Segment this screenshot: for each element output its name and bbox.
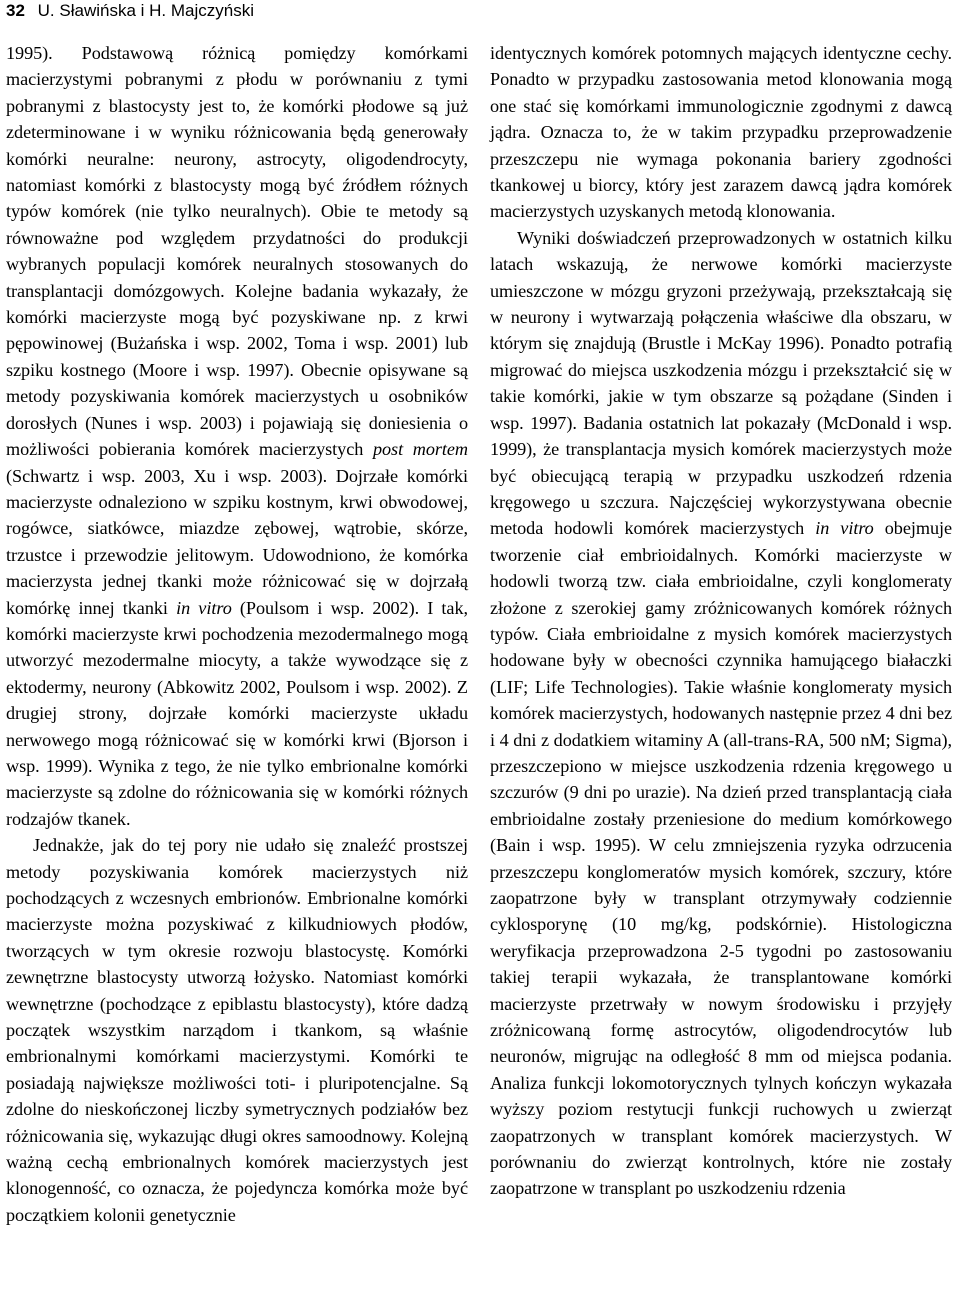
right-column — [490, 40, 952, 1202]
right-paragraph-2 — [490, 225, 952, 1202]
italic-term: post mortem — [372, 439, 469, 460]
text-run: Wyniki doświadczeń przeprowadzonych w ostatnich kilku latach wskazują, że nerwowe komórki macierzyste umieszczone w mózgu gryzoni przeżywają, przekształcają się w neurony i wytwarzają połączenia właściwe dla obszaru, w którym się znajdują (Brustle i McKay 1996). Ponadto potrafią migrować do miejsca uszkodzenia mózgu i przekształcić się w takie komórki, jakie w tym obszarze są pożądane (Sinden i wsp. 1997). Badania ostatnich lat pokazały (McDonald i wsp. 1999), że transplantacja mysich komórek macierzystych może być obiecującą terapią w przypadku uszkodzeń rdzenia kręgowego u szczura. Najczęściej wykorzystywana obecnie metoda hodowli komórek macierzystych — [490, 227, 952, 539]
left-paragraph-2: Jednakże, jak do tej pory nie udało się znaleźć prostszej metody pozyskiwania komórek macierzystych niż pochodzących z wczesnych embrionów. Embrionalne komórki macierzyste można pozyskiwać z kilkudniowych płodów, tworzących w tym okresie rozwoju blastocystę. Komórki zewnętrzne blastocysty utworzą łożysko. Natomiast komórki wewnętrzne (pochodzące z epiblastu blastocysty), które dadzą początek wszystkim narządom i tkankom, są właśnie embrionalnymi komórkami macierzystymi. Komórki te posiadają największe możliwości toti- i pluripotencjalne. Są zdolne do nieskończonej liczby symetrycznych podziałów bez różnicowania się, wykazując długi okres samoodnowy. Kolejną ważną cechą embrionalnych komórek macierzystych jest klonogenność, co oznacza, że pojedyncza komórka może być początkiem kolonii genetycznie — [6, 835, 468, 1225]
running-head — [6, 0, 254, 22]
italic-term: in vitro — [176, 597, 232, 618]
text-run: (Schwartz i wsp. 2003, Xu i wsp. 2003). Dojrzałe komórki macierzyste odnaleziono w szpiku kostnym, krwi obwodowej, rogówce, siatkówce, miazdze zębowej, wątrobie, skórze, trzustce i przewodzie jelitowym. Udowodniono, że komórka macierzysta jednej tkanki może różnicować się w dojrzałą komórkę innej tkanki — [6, 465, 468, 618]
text-run: 1995). Podstawową różnicą pomiędzy komórkami macierzystymi pobranymi z płodu w porównaniu z tymi pobranymi z blastocysty jest to, że komórki płodowe są już zdeterminowane i w wyniku różnicowania będą generowały komórki neuralne: neurony, astrocyty, oligodendrocyty, natomiast komórki z blastocysty mogą być źródłem różnych typów komórek (nie tylko neuralnych). Obie te metody są równoważne pod względem przydatności do produkcji wybranych populacji komórek neuralnych stosowanych do transplantacji domózgowych. Kolejne badania wykazały, że komórki macierzyste mogą być pozyskiwane np. z krwi pępowinowej (Bużańska i wsp. 2002, Toma i wsp. 2001) lub szpiku kostnego (Moore i wsp. 1997). Obecnie opisywane są metody pozyskiwania komórek macierzystych u osobników dorosłych (Nunes i wsp. 2003) i pojawiają się doniesienia o możliwości pobierania komórek macierzystych — [6, 43, 468, 460]
left-paragraph-1 — [6, 40, 468, 832]
text-run: obejmuje tworzenie ciał embrioidalnych. Komórki macierzyste w hodowli tworzą tzw. ciała embrioidalne, czyli konglomeraty złożone z szerokiej gamy zróżnicowanych komórek różnych typów. Ciała embrioidalne z mysich komórek macierzystych hodowane były w obecności czynnika hamującego białaczki (LIF; Life Technologies). Takie właśnie konglomeraty mysich komórek macierzystych, hodowanych następnie przez 4 dni bez i 4 dni z dodatkiem witaminy A (all-trans-RA, 500 nM; Sigma), przeszczepiono w miejsce uszkodzenia rdzenia kręgowego u szczurów (9 dni po urazie). Na dzień przed transplantacją ciała embrioidalne zostały przeniesione do medium komórkowego (Bain i wsp. 1995). W celu zmniejszenia ryzyka odrzucenia przeszczepu konglomeratów mysich komórek, szczury, które zaopatrzone były w transplant otrzymywały codziennie cyklosporynę (10 mg/kg, podskórnie). Histologiczna weryfikacja przeprowadzona 2-5 tygodni po zastosowaniu takiej terapii wykazała, że transplantowane komórki macierzyste przetrwały w nowym środowisku i przyjęły zróżnicowaną formę astrocytów, oligodendrocytów lub neuronów, migrując na odległość 8 mm od miejsca podania. Analiza funkcji lokomotorycznych tylnych kończyn wykazała wyższy poziom restytucji funkcji ruchowych u zwierząt zaopatrzonych w transplant komórek macierzystych. W porównaniu do zwierząt kontrolnych, które nie zostały zaopatrzone w transplant po uszkodzeniu rdzenia — [490, 518, 953, 1199]
page-number: 32 — [6, 1, 25, 20]
text-run: (Poulsom i wsp. 2002). I tak, komórki macierzyste krwi pochodzenia mezodermalnego mogą utworzyć mezodermalne miocyty, a także wywodzące się z ektodermy, neurony (Abkowitz 2002, Poulsom i wsp. 2002). Z drugiej strony, dojrzałe komórki macierzyste układu nerwowego mogą różnicować się w komórki krwi (Bjorson i wsp. 1999). Wynika z tego, że nie tylko embrionalne komórki macierzyste są zdolne do różnicowania się w komórki różnych rodzajów tkanek. — [6, 597, 468, 829]
right-paragraph-1: identycznych komórek potomnych mających identyczne cechy. Ponadto w przypadku zastosowania metod klonowania mogą one stać się komórkami immunologicznie zgodnymi z dawcą jądra. Oznacza to, że w takim przypadku przeprowadzenie przeszczepu nie wymaga pokonania bariery zgodności tkankowej u biorcy, który jest zarazem dawcą jądra komórek macierzystych uzyskanych metodą klonowania. — [490, 43, 952, 222]
running-head-authors: U. Sławińska i H. Majczyński — [37, 1, 254, 20]
left-column — [6, 40, 468, 1228]
italic-term: in vitro — [815, 518, 874, 539]
